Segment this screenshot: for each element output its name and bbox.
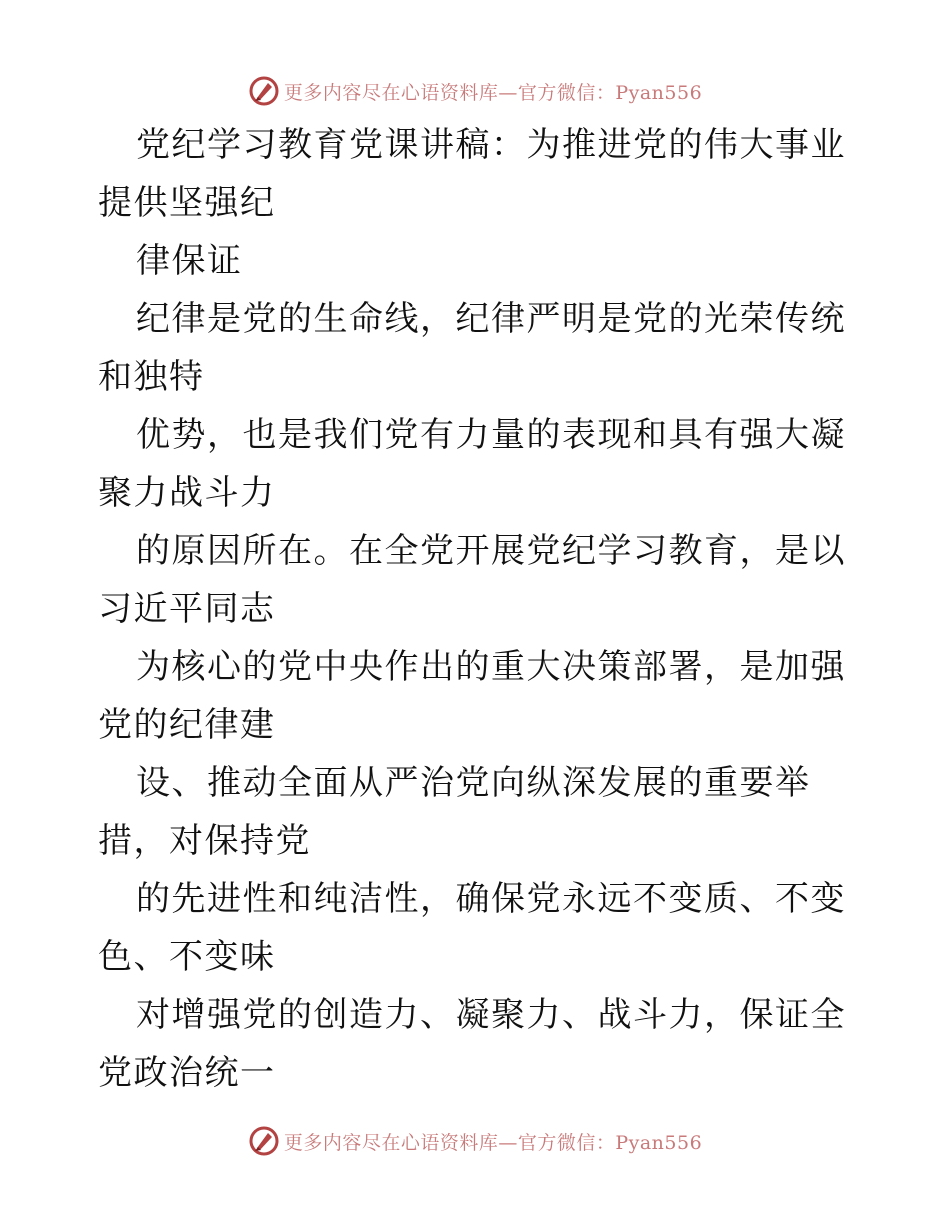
footer-watermark-banner <box>0 1121 950 1161</box>
body-line-5: 设、推动全面从严治党向纵深发展的重要举措，对保持党 <box>98 763 811 861</box>
pen-nib-logo-icon <box>248 1125 280 1157</box>
document-body <box>98 116 858 1102</box>
body-line-7: 对增强党的创造力、凝聚力、战斗力，保证全党政治统一 <box>98 995 846 1093</box>
document-title-line-1: 党纪学习教育党课讲稿：为推进党的伟大事业提供坚强纪 <box>98 125 846 223</box>
body-line-2: 优势，也是我们党有力量的表现和具有强大凝聚力战斗力 <box>98 415 846 513</box>
watermark-text: 更多内容尽在心语资料库—官方微信：Pyan556 <box>283 1131 703 1154</box>
body-line-1: 纪律是党的生命线，纪律严明是党的光荣传统和独特 <box>98 299 846 397</box>
header-watermark-banner <box>0 71 950 111</box>
watermark-text: 更多内容尽在心语资料库—官方微信：Pyan556 <box>283 81 703 104</box>
pen-nib-logo-icon <box>248 75 280 107</box>
document-title-line-2: 律保证 <box>136 241 243 281</box>
body-line-4: 为核心的党中央作出的重大决策部署，是加强党的纪律建 <box>98 647 846 745</box>
body-line-3: 的原因所在。在全党开展党纪学习教育，是以习近平同志 <box>98 531 846 629</box>
body-line-6: 的先进性和纯洁性，确保党永远不变质、不变色、不变味 <box>98 879 846 977</box>
